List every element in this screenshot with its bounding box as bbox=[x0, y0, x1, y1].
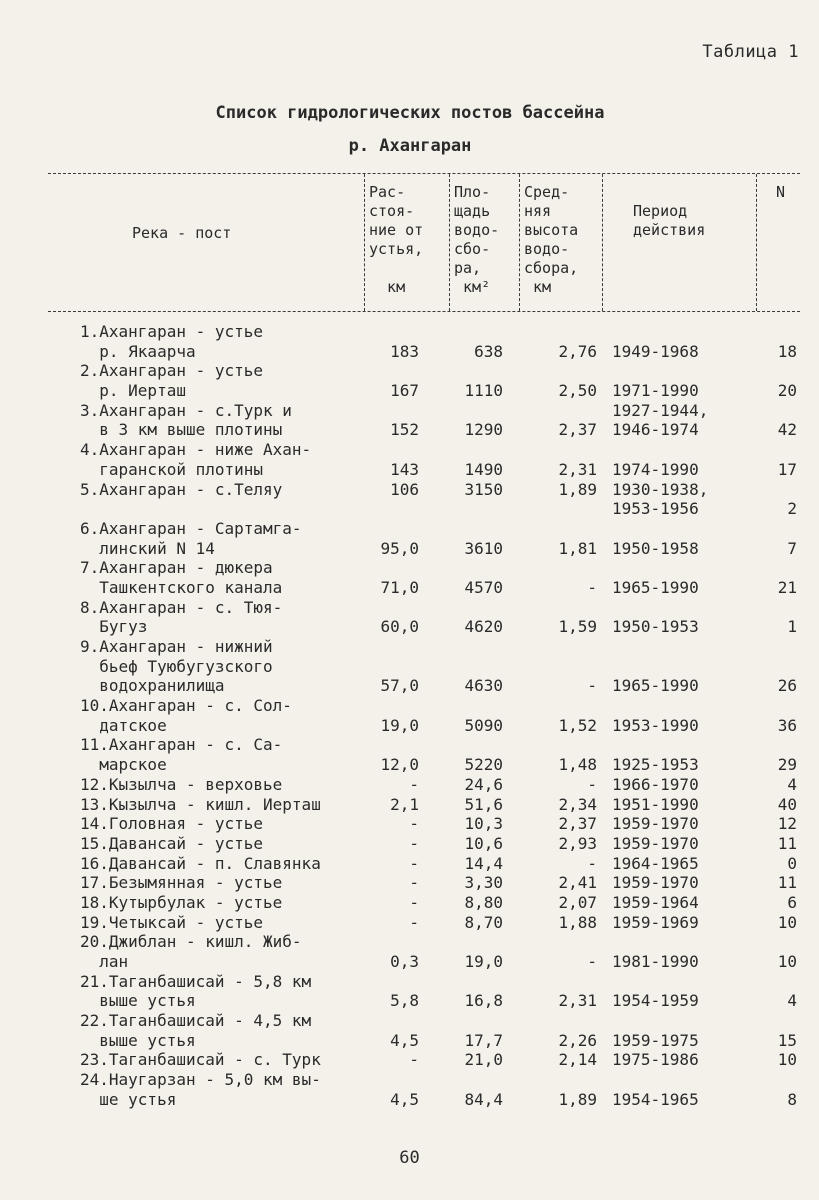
cell-river-post: 12.Кызылча - верховье bbox=[80, 774, 283, 794]
table-subtitle: р. Ахангаран bbox=[348, 136, 472, 156]
cell-river-post: марское bbox=[80, 755, 167, 775]
cell-period: 1975-1986 bbox=[612, 1050, 699, 1070]
cell-area: 3150 bbox=[464, 479, 503, 499]
cell-period: 1965-1990 bbox=[612, 676, 699, 696]
cell-distance: - bbox=[409, 892, 419, 912]
cell-area: 4620 bbox=[464, 617, 503, 637]
cell-period: 1981-1990 bbox=[612, 952, 699, 971]
table-row bbox=[0, 420, 819, 440]
column-divider bbox=[449, 174, 450, 311]
table-row bbox=[0, 1070, 819, 1090]
table-row bbox=[0, 952, 819, 972]
cell-river-post: 6.Ахангаран - Сартамга- bbox=[80, 518, 302, 538]
cell-area: 8,80 bbox=[464, 892, 503, 912]
cell-river-post: 14.Головная - устье bbox=[80, 814, 264, 834]
cell-period: 1949-1968 bbox=[612, 341, 699, 361]
cell-river-post: р. Иерташ bbox=[80, 381, 186, 401]
cell-river-post: датское bbox=[80, 715, 167, 735]
cell-period: 1959-1970 bbox=[612, 814, 699, 834]
cell-altitude: 2,37 bbox=[558, 420, 597, 440]
cell-n: 2 bbox=[787, 499, 797, 519]
cell-altitude: 2,14 bbox=[558, 1050, 597, 1070]
column-divider bbox=[602, 174, 603, 311]
cell-period: 1946-1974 bbox=[612, 420, 699, 440]
cell-period: 1951-1990 bbox=[612, 794, 699, 814]
header-river-post: Река - пост bbox=[132, 224, 232, 242]
cell-river-post: 4.Ахангаран - ниже Ахан- bbox=[80, 440, 312, 460]
cell-n: 36 bbox=[777, 715, 797, 735]
cell-period: 1959-1970 bbox=[612, 873, 699, 893]
cell-area: 19,0 bbox=[464, 952, 503, 971]
cell-n: 11 bbox=[777, 833, 797, 853]
cell-distance: - bbox=[409, 833, 419, 853]
cell-period: 1959-1975 bbox=[612, 1030, 699, 1050]
cell-altitude: 2,76 bbox=[558, 341, 597, 361]
cell-n: 12 bbox=[777, 814, 797, 834]
table-row bbox=[0, 519, 819, 539]
cell-n: 6 bbox=[787, 892, 797, 912]
cell-area: 10,3 bbox=[464, 814, 503, 834]
cell-river-post: лан bbox=[80, 952, 129, 971]
table-row bbox=[0, 814, 819, 834]
table-row bbox=[0, 361, 819, 381]
cell-n: 4 bbox=[787, 774, 797, 794]
table-row bbox=[0, 716, 819, 736]
cell-altitude: 1,48 bbox=[558, 755, 597, 775]
cell-area: 10,6 bbox=[464, 833, 503, 853]
table-row bbox=[0, 1031, 819, 1051]
cell-distance: 71,0 bbox=[380, 577, 419, 597]
table-row bbox=[0, 696, 819, 716]
cell-altitude: 1,89 bbox=[558, 1089, 597, 1109]
table-row bbox=[0, 322, 819, 342]
cell-distance: 12,0 bbox=[380, 755, 419, 775]
table-header-rule bbox=[48, 311, 800, 312]
cell-altitude: 2,31 bbox=[558, 459, 597, 479]
cell-period: 1953-1956 bbox=[612, 499, 699, 519]
table-row bbox=[0, 578, 819, 598]
table-row bbox=[0, 755, 819, 775]
table-top-rule bbox=[48, 173, 800, 174]
cell-period: 1965-1990 bbox=[612, 577, 699, 597]
cell-river-post: Ташкентского канала bbox=[80, 577, 283, 597]
cell-area: 5220 bbox=[464, 755, 503, 775]
cell-distance: - bbox=[409, 774, 419, 794]
cell-altitude: 2,93 bbox=[558, 833, 597, 853]
table-row bbox=[0, 480, 819, 500]
cell-distance: - bbox=[409, 1050, 419, 1070]
cell-n: 20 bbox=[777, 381, 797, 401]
table-label: Таблица 1 bbox=[702, 42, 799, 62]
cell-distance: 19,0 bbox=[380, 715, 419, 735]
cell-distance: 143 bbox=[390, 459, 419, 479]
cell-distance: 183 bbox=[390, 341, 419, 361]
cell-river-post: водохранилища bbox=[80, 676, 225, 696]
cell-n: 10 bbox=[777, 1050, 797, 1070]
cell-area: 4570 bbox=[464, 577, 503, 597]
table-row bbox=[0, 775, 819, 795]
cell-n: 29 bbox=[777, 755, 797, 775]
table-row bbox=[0, 735, 819, 755]
header-distance: Рас- стоя- ние от устья, км bbox=[369, 183, 424, 296]
cell-river-post: 13.Кызылча - кишл. Иерташ bbox=[80, 794, 321, 814]
table-row bbox=[0, 637, 819, 657]
cell-n: 18 bbox=[777, 341, 797, 361]
cell-n: 26 bbox=[777, 676, 797, 696]
cell-area: 51,6 bbox=[464, 794, 503, 814]
cell-area: 1110 bbox=[464, 381, 503, 401]
header-area: Пло- щадь водо- сбо- ра, км² bbox=[454, 183, 500, 296]
cell-altitude: - bbox=[587, 577, 597, 597]
cell-distance: 57,0 bbox=[380, 676, 419, 696]
table-row bbox=[0, 1011, 819, 1031]
cell-river-post: 17.Безымянная - устье bbox=[80, 873, 283, 893]
cell-distance: - bbox=[409, 912, 419, 932]
header-n: N bbox=[776, 183, 786, 201]
cell-n: 10 bbox=[777, 952, 797, 971]
column-divider bbox=[519, 174, 520, 311]
cell-river-post: Бугуз bbox=[80, 617, 148, 637]
table-row bbox=[0, 617, 819, 637]
cell-distance: 0,3 bbox=[390, 952, 419, 971]
table-row bbox=[0, 795, 819, 815]
cell-altitude: 2,31 bbox=[558, 991, 597, 1011]
cell-river-post: 23.Таганбашисай - с. Турк bbox=[80, 1050, 321, 1070]
cell-river-post: 21.Таганбашисай - 5,8 км bbox=[80, 971, 312, 991]
cell-period: 1953-1990 bbox=[612, 715, 699, 735]
cell-altitude: - bbox=[587, 676, 597, 696]
cell-area: 16,8 bbox=[464, 991, 503, 1011]
cell-river-post: линский N 14 bbox=[80, 538, 215, 558]
cell-n: 10 bbox=[777, 912, 797, 932]
cell-area: 3,30 bbox=[464, 873, 503, 893]
cell-n: 7 bbox=[787, 538, 797, 558]
cell-period: 1964-1965 bbox=[612, 853, 699, 873]
cell-area: 5090 bbox=[464, 715, 503, 735]
cell-river-post: бьеф Туюбугузского bbox=[80, 656, 273, 676]
cell-period: 1966-1970 bbox=[612, 774, 699, 794]
cell-period: 1950-1958 bbox=[612, 538, 699, 558]
cell-river-post: 16.Давансай - п. Славянка bbox=[80, 853, 321, 873]
table-row bbox=[0, 676, 819, 696]
cell-period: 1927-1944, bbox=[612, 400, 709, 420]
cell-period: 1925-1953 bbox=[612, 755, 699, 775]
cell-area: 1490 bbox=[464, 459, 503, 479]
table-row bbox=[0, 440, 819, 460]
table-row bbox=[0, 991, 819, 1011]
cell-river-post: 3.Ахангаран - с.Турк и bbox=[80, 400, 292, 420]
cell-period: 1954-1965 bbox=[612, 1089, 699, 1109]
header-altitude: Сред- няя высота водо- сбора, км bbox=[524, 183, 579, 296]
cell-distance: - bbox=[409, 814, 419, 834]
cell-river-post: 11.Ахангаран - с. Са- bbox=[80, 735, 283, 755]
cell-river-post: 18.Кутырбулак - устье bbox=[80, 892, 283, 912]
table-title: Список гидрологических постов бассейна bbox=[215, 103, 605, 123]
table-row bbox=[0, 834, 819, 854]
cell-area: 3610 bbox=[464, 538, 503, 558]
cell-distance: - bbox=[409, 853, 419, 873]
cell-distance: 167 bbox=[390, 381, 419, 401]
table-row bbox=[0, 873, 819, 893]
cell-river-post: в 3 км выше плотины bbox=[80, 420, 283, 440]
cell-river-post: р. Якаарча bbox=[80, 341, 196, 361]
cell-distance: 152 bbox=[390, 420, 419, 440]
cell-river-post: 1.Ахангаран - устье bbox=[80, 322, 264, 341]
table-row bbox=[0, 657, 819, 677]
cell-distance: 60,0 bbox=[380, 617, 419, 637]
table-row bbox=[0, 1050, 819, 1070]
table-row bbox=[0, 972, 819, 992]
cell-river-post: 2.Ахангаран - устье bbox=[80, 361, 264, 381]
column-divider bbox=[364, 174, 365, 311]
cell-n: 0 bbox=[787, 853, 797, 873]
cell-distance: 4,5 bbox=[390, 1089, 419, 1109]
cell-n: 11 bbox=[777, 873, 797, 893]
cell-altitude: - bbox=[587, 952, 597, 971]
cell-distance: 106 bbox=[390, 479, 419, 499]
cell-period: 1959-1970 bbox=[612, 833, 699, 853]
cell-period: 1959-1969 bbox=[612, 912, 699, 932]
cell-distance: 4,5 bbox=[390, 1030, 419, 1050]
cell-river-post: 24.Наугарзан - 5,0 км вы- bbox=[80, 1070, 321, 1090]
cell-period: 1930-1938, bbox=[612, 479, 709, 499]
cell-distance: - bbox=[409, 873, 419, 893]
cell-distance: 2,1 bbox=[390, 794, 419, 814]
cell-area: 1290 bbox=[464, 420, 503, 440]
cell-n: 8 bbox=[787, 1089, 797, 1109]
cell-period: 1950-1953 bbox=[612, 617, 699, 637]
cell-river-post: 8.Ахангаран - с. Тюя- bbox=[80, 597, 283, 617]
cell-river-post: гаранской плотины bbox=[80, 459, 264, 479]
cell-n: 17 bbox=[777, 459, 797, 479]
table-row bbox=[0, 342, 819, 362]
cell-altitude: 2,41 bbox=[558, 873, 597, 893]
cell-river-post: 10.Ахангаран - с. Сол- bbox=[80, 696, 292, 716]
table-row bbox=[0, 381, 819, 401]
cell-river-post: 22.Таганбашисай - 4,5 км bbox=[80, 1011, 312, 1031]
table-row bbox=[0, 1090, 819, 1110]
cell-area: 24,6 bbox=[464, 774, 503, 794]
cell-river-post: 7.Ахангаран - дюкера bbox=[80, 558, 273, 578]
cell-n: 15 bbox=[777, 1030, 797, 1050]
cell-river-post: 19.Четыксай - устье bbox=[80, 912, 264, 932]
cell-distance: 95,0 bbox=[380, 538, 419, 558]
cell-river-post: 5.Ахангаран - с.Теляу bbox=[80, 479, 283, 499]
cell-period: 1959-1964 bbox=[612, 892, 699, 912]
cell-n: 42 bbox=[777, 420, 797, 440]
cell-area: 4630 bbox=[464, 676, 503, 696]
cell-altitude: 1,59 bbox=[558, 617, 597, 637]
cell-river-post: выше устья bbox=[80, 1030, 196, 1050]
cell-river-post: 20.Джиблан - кишл. Жиб- bbox=[80, 932, 302, 952]
cell-altitude: 1,52 bbox=[558, 715, 597, 735]
cell-altitude: 2,07 bbox=[558, 892, 597, 912]
cell-altitude: 2,50 bbox=[558, 381, 597, 401]
cell-n: 4 bbox=[787, 991, 797, 1011]
cell-river-post: ше устья bbox=[80, 1089, 177, 1109]
page-number: 60 bbox=[399, 1148, 420, 1168]
table-row bbox=[0, 854, 819, 874]
cell-river-post: выше устья bbox=[80, 991, 196, 1011]
cell-altitude: 1,89 bbox=[558, 479, 597, 499]
cell-altitude: 2,26 bbox=[558, 1030, 597, 1050]
cell-altitude: - bbox=[587, 774, 597, 794]
table-row bbox=[0, 932, 819, 952]
cell-n: 1 bbox=[787, 617, 797, 637]
cell-river-post: 15.Давансай - устье bbox=[80, 833, 264, 853]
cell-area: 17,7 bbox=[464, 1030, 503, 1050]
header-period: Период действия bbox=[633, 202, 706, 239]
cell-period: 1971-1990 bbox=[612, 381, 699, 401]
cell-period: 1974-1990 bbox=[612, 459, 699, 479]
cell-altitude: 1,81 bbox=[558, 538, 597, 558]
cell-area: 21,0 bbox=[464, 1050, 503, 1070]
cell-altitude: 2,34 bbox=[558, 794, 597, 814]
cell-area: 14,4 bbox=[464, 853, 503, 873]
cell-altitude: 2,37 bbox=[558, 814, 597, 834]
cell-distance: 5,8 bbox=[390, 991, 419, 1011]
table-row bbox=[0, 499, 819, 519]
cell-area: 638 bbox=[474, 341, 503, 361]
cell-river-post: 9.Ахангаран - нижний bbox=[80, 637, 273, 656]
table-body bbox=[0, 322, 819, 1110]
column-divider bbox=[756, 174, 757, 311]
table-row bbox=[0, 893, 819, 913]
table-row bbox=[0, 460, 819, 480]
table-row bbox=[0, 539, 819, 559]
cell-altitude: - bbox=[587, 853, 597, 873]
cell-n: 21 bbox=[777, 577, 797, 597]
table-row bbox=[0, 558, 819, 578]
cell-altitude: 1,88 bbox=[558, 912, 597, 932]
table-row bbox=[0, 913, 819, 933]
table-row bbox=[0, 401, 819, 421]
cell-area: 8,70 bbox=[464, 912, 503, 932]
cell-area: 84,4 bbox=[464, 1089, 503, 1109]
cell-n: 40 bbox=[777, 794, 797, 814]
cell-period: 1954-1959 bbox=[612, 991, 699, 1011]
table-row bbox=[0, 598, 819, 618]
